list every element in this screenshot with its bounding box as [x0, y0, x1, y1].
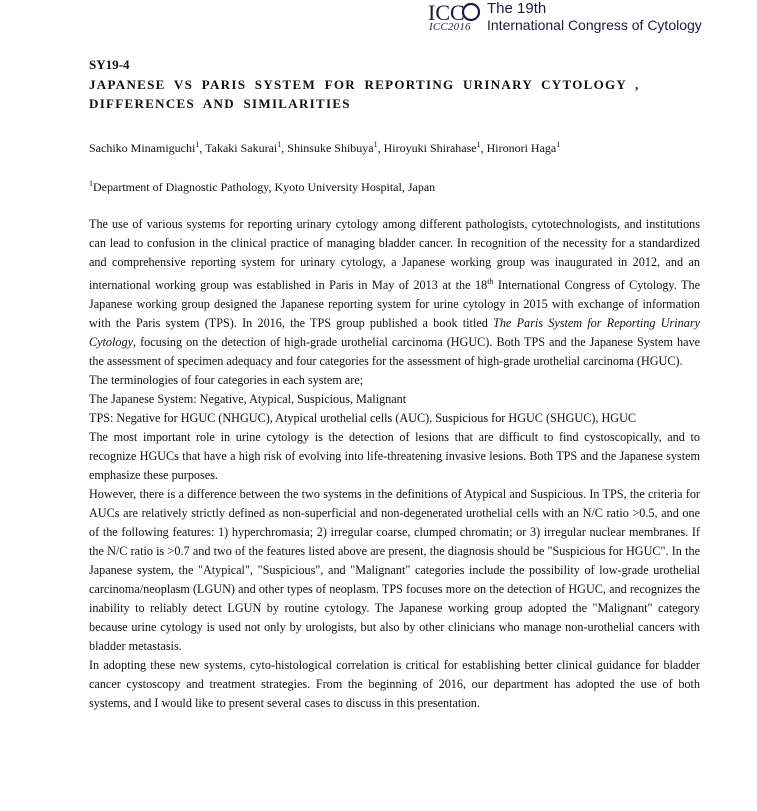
author-sup: 1 [195, 140, 200, 149]
conference-edition: The 19th [487, 0, 547, 17]
author-sup: 1 [373, 140, 378, 149]
abstract-title: JAPANESE VS PARIS SYSTEM FOR REPORTING URINARY CYTOLOGY , DIFFERENCES AND SIMILARITIES [89, 77, 640, 111]
book-title: The Paris System for Reporting Urinary Cytology [89, 316, 700, 350]
paragraph-terminologies: The terminologies of four categories in each system are; [89, 373, 364, 388]
author-sup: 1 [277, 140, 282, 149]
paragraph-intro [89, 215, 700, 371]
icc-logo-icon [428, 2, 482, 22]
paragraph-japanese-system: The Japanese System: Negative, Atypical, Suspicious, Malignant [89, 392, 407, 407]
logo-year: ICC2016 [429, 21, 471, 33]
paragraph-text: The use of various systems for reporting urinary cytology among different pathologists, cytotechnologists, and institutions can lead to confusion in the clinical practice of managing bladder cancer. In recognition of the necessity for a standardized and comprehensive reporting system for urinary cytology, a Japanese working group was inaugurated in 2012, and an international working group was established in Paris in May of 2013 at the 18 [89, 217, 700, 293]
ordinal-sup: th [487, 277, 494, 286]
conference-name: International Congress of Cytology [487, 17, 702, 33]
paragraph-role: The most important role in urine cytology is the detection of lesions that are difficult to find cystoscopically, and to recognize HGUCs that have a high risk of evolving into life-threatening invasive lesions. Both TPS and the Japanese system emphasize these purposes. [89, 430, 700, 483]
conference-header [428, 0, 757, 38]
paragraph-text: International Congress of Cytology. The Japanese working group designed the Japanese reporting system for urine cytology in 2015 with exchange of information with the Paris system (TPS). In 2016, the TPS group published a book titled [89, 278, 700, 331]
paragraph-differences: However, there is a difference between the two systems in the definitions of Atypical and Suspicious. In TPS, the criteria for AUCs are relatively strictly defined as non-superficial and non-degenerated urothelial cells with an N/C ratio >0.5, and one of the following features: 1) hyperchromasia; 2) irregular coarse, clumped chromatin; or 3) irregular nuclear membranes. If the N/C ratio is >0.7 and two of the features listed above are present, the diagnosis should be "Suspicious for HGUC". In the Japanese system, the "Atypical", "Suspicious", and "Malignant" categories include the possibility of low-grade urothelial carcinoma/neoplasm (LGUN) and other types of neoplasm. TPS focuses more on the detection of HGUC, and recognizes the inability to reliably detect LGUN by routine cytology. The Japanese working group adopted the "Malignant" category because urine cytology is used not only by urologists, but also by other clinicians who manage non-urothelial cancers with bladder metastasis. [89, 487, 700, 654]
author-list: Sachiko Minamiguchi$^1$, Takaki Sakurai$^1$, Shinsuke Shibuya$^1$, Hiroyuki Shirahase$^1$, Hironori Haga$^1$ [89, 140, 561, 155]
author-sup: 1 [476, 140, 481, 149]
abstract [89, 56, 700, 713]
paragraph-conclusion: In adopting these new systems, cyto-histological correlation is critical for establishing better clinical guidance for bladder cancer cystoscopy and treatment strategies. From the beginning of 2016, our department has adopted the use of both systems, and I would like to present several cases to discuss in this presentation. [89, 658, 700, 711]
author-name: Shinsuke Shibuya [287, 141, 374, 155]
paragraph-text: , focusing on the detection of high-grade urothelial carcinoma (HGUC). Both TPS and the Japanese System have the assessment of specimen adequacy and four categories for the assessment of high-grade urothelial carcinoma (HGUC). [89, 335, 700, 369]
abstract-body [89, 215, 700, 713]
author-name: Takaki Sakurai [205, 141, 278, 155]
author-name: Sachiko Minamiguchi [89, 141, 196, 155]
paragraph-tps: TPS: Negative for HGUC (NHGUC), Atypical urothelial cells (AUC), Suspicious for HGUC (SHGUC), HGUC [89, 411, 637, 426]
logo-text: ICC [428, 2, 465, 22]
abstract-code: SY19-4 [89, 57, 130, 72]
affiliation-sup: 1 [89, 179, 93, 188]
author-name: Hiroyuki Shirahase [383, 141, 477, 155]
author-name: Hironori Haga [486, 141, 557, 155]
affiliation [89, 176, 700, 195]
author-sup: 1 [556, 140, 561, 149]
affiliation-text: Department of Diagnostic Pathology, Kyoto University Hospital, Japan [93, 180, 436, 194]
